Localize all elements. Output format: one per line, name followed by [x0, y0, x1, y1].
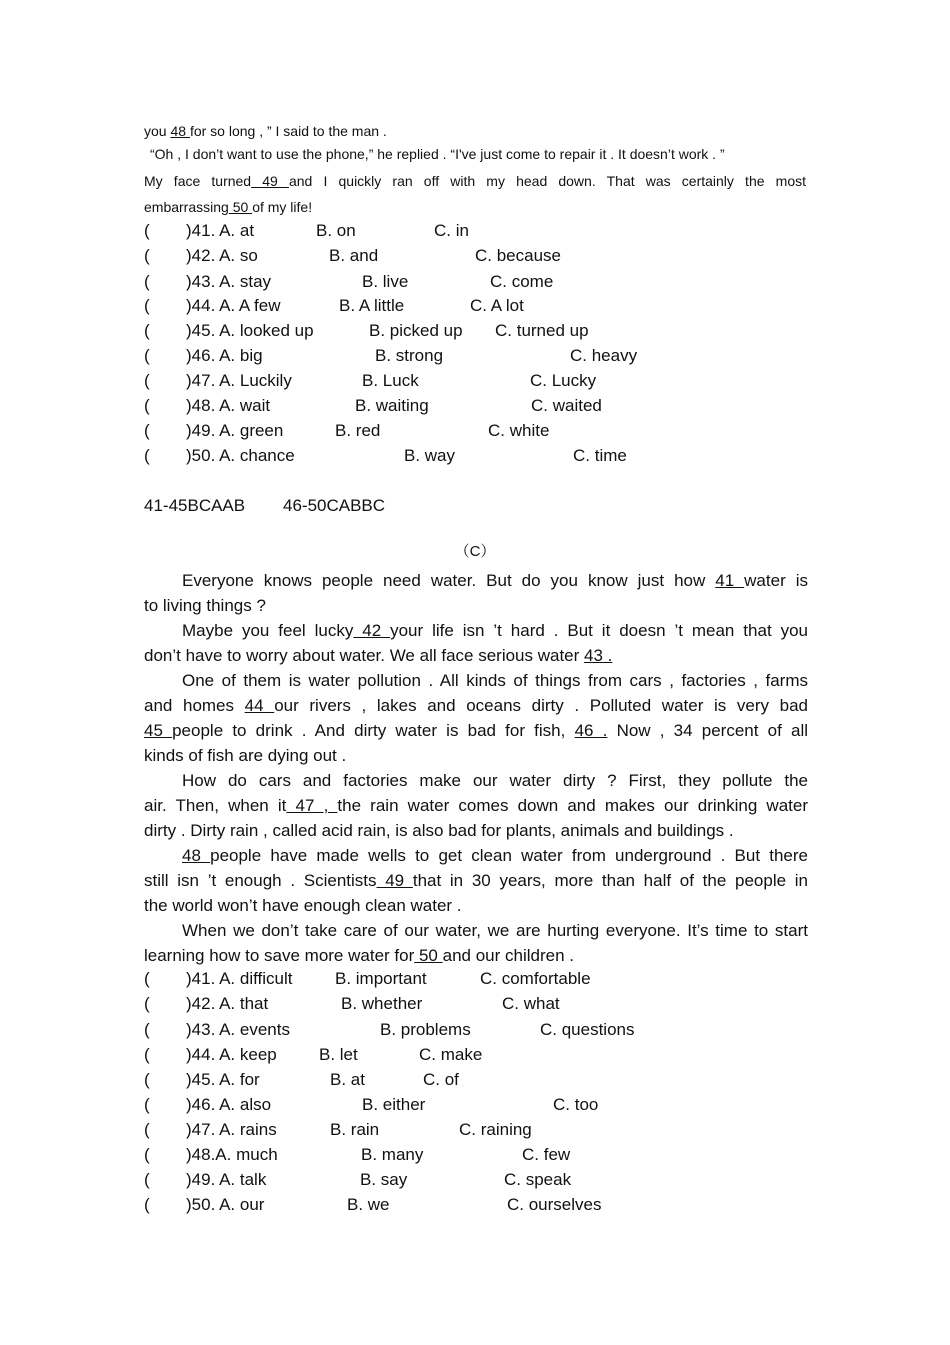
blank-50: 50 — [228, 199, 253, 215]
worksheet-page: you 48 for so long , ” I said to the man . “Oh , I don’t want to use the phone,” he replied . “I've just come to repair it . It doesn’t work . ” My face turned 49 and I quickly ran off with my head down. That was certainly the most embarrassing 50 of my life! ( )41. A. at B. on C. in ( )42. A. so B. and C. because ( )43. A. stay B. live C. come ( )44. A. A few B. A little C. A lot ( )45. A. looked up B. picked up C. turned up ( )46. A. big B. strong C. heavy ( )47. A. Luckily B. Luck C. Lucky ( )48. A. wait B. waiting C. waited ( )49. A. green B. red C. white ( )50. A. chance B. way C. time 41-45BCAAB 46-50CABBC （C） Everyone knows people need water. But do you know just how 41 water is to living things ? Maybe you feel lucky 42 your life isn ’t hard . But it doesn ’t mean that you don’t have to worry about water. We all face serious water 43 . One of them is water pollution . All kinds of things from cars , factories , farms and homes 44 our rivers , lakes and oceans dirty . Polluted water is very bad 45 people to drink . And dirty water is bad for fish, 46 . Now , 34 percent of all kinds of fish are dying out . How do cars and factories make our water dirty ? First, they pollute the air. Then, when it 47 , the rain water comes down and makes our drinking water dirty . Dirty rain , called acid rain, is also bad for plants, animals and buildings . 48 people have made wells to get clean water from underground . But there still isn ’t enough . Scientists 49 that in 30 years, more than half of the people in the world won’t have enough clean water . When we don’t take care of our water, we are hurting everyone. It’s time to start learning how to save more water for 50 and our children . ( )41. A. difficult B. important C. comfortable ( )42. A. that B. whether C. what ( )43. A. events B. problems C. questions ( )44. A. keep B. let C. make ( )45. A. for B. at C. of ( )46. A. also B. either C. too ( )47. A. rains B. rain C. raining ( )48.A. much B. many C. few ( )49. A. talk B. say C. speak ( )50. A. our B. we C. ourselves — [0, 0, 950, 1345]
blank-48: 48 — [170, 123, 190, 139]
blank-c-47: 47 , — [286, 796, 338, 815]
passage-c-line: When we don’t take care of our water, we are hurting everyone. It’s time to start — [182, 921, 808, 940]
blank-c-49: 49 — [376, 871, 413, 890]
blank-c-50: 50 — [414, 946, 443, 965]
passage-b-line-4: embarrassing 50 of my life! — [144, 199, 313, 215]
blank-c-48: 48 — [182, 846, 211, 865]
passage-c-line: 48 people have made wells to get clean water from underground . But there — [182, 846, 809, 865]
blank-c-46: 46 . — [574, 721, 608, 740]
passage-c-line: the world won’t have enough clean water . — [144, 896, 462, 915]
passage-b-line-1: you 48 for so long , ” I said to the man . — [144, 123, 387, 139]
answer-key-46-50: 46-50CABBC — [283, 496, 386, 515]
passage-c — [144, 568, 808, 968]
passage-c-line: to living things ? — [144, 596, 266, 615]
passage-c-line: Maybe you feel lucky 42 your life isn ’t hard . But it doesn ’t mean that you — [182, 621, 808, 640]
passage-c-line: don’t have to worry about water. We all face serious water 43 . — [144, 646, 613, 665]
blank-c-42: 42 — [353, 621, 391, 640]
passage-c-line: and homes 44 our rivers , lakes and oceans dirty . Polluted water is very bad — [144, 696, 808, 715]
passage-b-line-2: “Oh , I don’t want to use the phone,” he replied . “I've just come to repair it . It doesn’t work . ” — [150, 146, 725, 162]
passage-c-line: dirty . Dirty rain , called acid rain, is also bad for plants, animals and buildings . — [144, 821, 734, 840]
blank-c-41: 41 — [715, 571, 745, 590]
passage-c-line: still isn ’t enough . Scientists 49 that in 30 years, more than half of the people in — [144, 871, 808, 890]
passage-c-line: Everyone knows people need water. But do you know just how 41 water is — [182, 571, 808, 590]
blank-c-45: 45 — [144, 721, 173, 740]
passage-c-line: air. Then, when it 47 , the rain water comes down and makes our drinking water — [144, 796, 808, 815]
passage-c-line: kinds of fish are dying out . — [144, 746, 347, 765]
passage-c-line: 45 people to drink . And dirty water is bad for fish, 46 . Now , 34 percent of all — [144, 721, 809, 740]
passage-c-line: One of them is water pollution . All kinds of things from cars , factories , farms — [182, 671, 808, 690]
section-c-heading: （C） — [454, 543, 496, 560]
passage-c-line: learning how to save more water for 50 and our children . — [144, 946, 574, 965]
passage-b-line-3: My face turned 49 and I quickly ran off with my head down. That was certainly the most — [144, 173, 806, 189]
blank-49: 49 — [251, 173, 289, 189]
answer-key-41-45: 41-45BCAAB — [144, 496, 246, 515]
passage-c-line: How do cars and factories make our water dirty ? First, they pollute the — [182, 771, 808, 790]
blank-c-43: 43 . — [584, 646, 613, 665]
blank-c-44: 44 — [244, 696, 275, 715]
